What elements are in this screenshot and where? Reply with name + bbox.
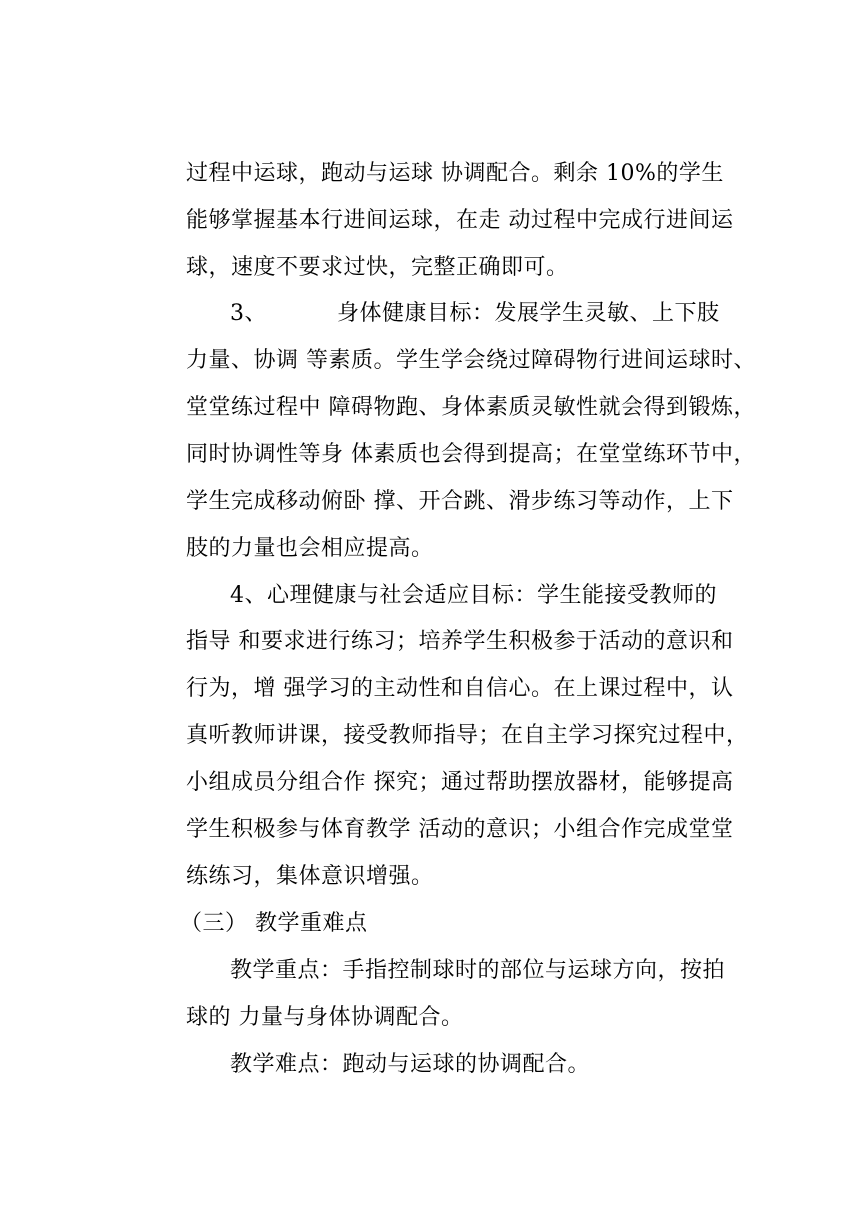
objective-3-line-4: 同时协调性等身 体素质也会得到提高；在堂堂练环节中， [186,442,756,467]
objective-3-line-5: 学生完成移动俯卧 撑、开合跳、滑步练习等动作，上下 [186,489,734,514]
objective-3-line-6: 肢的力量也会相应提高。 [186,536,434,561]
objective-4-line-4: 真听教师讲课，接受教师指导；在自主学习探究过程中， [186,723,749,748]
objective-4-line-2: 指导 和要求进行练习；培养学生积极参于活动的意识和 [186,629,734,654]
objective-3-title: 身体健康目标：发展学生灵敏、上下肢 [337,301,720,326]
paragraph-line-3: 球，速度不要求过快，完整正确即可。 [186,255,569,280]
objective-3-number: 3、 [230,301,267,326]
objective-4-line-5: 小组成员分组合作 探究；通过帮助摆放器材，能够提高 [186,770,734,795]
objective-4-line-1: 4、心理健康与社会适应目标：学生能接受教师的 [230,583,717,608]
objective-3-line-3: 堂堂练过程中 障碍物跑、身体素质灵敏性就会得到锻炼， [186,395,756,420]
difficult-point-line: 教学难点：跑动与运球的协调配合。 [230,1052,591,1077]
key-point-line-2: 球的 力量与身体协调配合。 [186,1005,464,1030]
objective-3-line-2: 力量、协调 等素质。学生学会绕过障碍物行进间运球时、 [186,348,756,373]
key-point-line-1: 教学重点：手指控制球时的部位与运球方向，按拍 [230,958,726,983]
paragraph-line-1: 过程中运球，跑动与运球 协调配合。剩余 10%的学生 [186,161,724,186]
objective-3-line-1 [230,298,720,330]
section-heading: （三） 教学重难点 [180,911,368,936]
objective-4-line-7: 练练习，集体意识增强。 [186,864,434,889]
objective-4-line-3: 行为，增 强学习的主动性和自信心。在上课过程中，认 [186,676,734,701]
paragraph-line-2: 能够掌握基本行进间运球，在走 动过程中完成行进间运 [186,208,734,233]
objective-4-line-6: 学生积极参与体育教学 活动的意识；小组合作完成堂堂 [186,817,734,842]
